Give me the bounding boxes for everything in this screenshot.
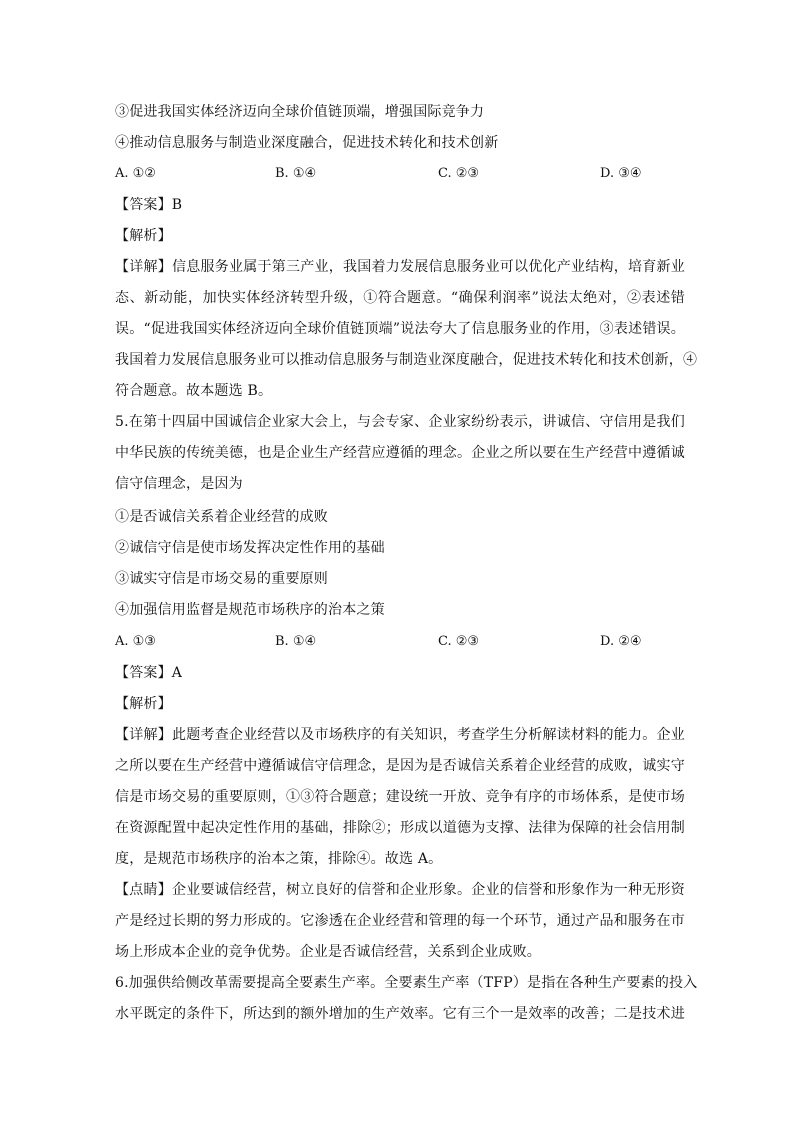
q4-analysis-label: 【解析】 [115, 228, 172, 244]
q5-option-b: B. ①④ [275, 634, 317, 649]
q5-option-a: A. ①③ [115, 634, 156, 649]
q4-detail-line: 态、新动能，加快实体经济转型升级，①符合题意。“确保利润率”说法太绝对，②表述错 [115, 290, 685, 306]
q4-detail-line: 符合题意。故本题选 B。 [115, 383, 273, 399]
q5-stem-line: 信守信理念，是因为 [115, 476, 243, 492]
q5-option-d: D. ②④ [600, 634, 642, 649]
q4-item-4: ④推动信息服务与制造业深度融合，促进技术转化和技术创新 [115, 135, 499, 151]
q5-item-3: ③诚实守信是市场交易的重要原则 [115, 571, 328, 587]
q4-option-b: B. ①④ [275, 166, 317, 181]
q5-tip-line: 产是经过长期的努力形成的。它渗透在企业经营和管理的每一个环节，通过产品和服务在市 [115, 913, 685, 929]
q5-tip-line: 场上形成本企业的竞争优势。企业是否诚信经营，关系到企业成败。 [115, 944, 541, 960]
q5-item-1: ①是否诚信关系着企业经营的成败 [115, 509, 328, 525]
q5-detail-line: 之所以要在生产经营中遵循诚信守信理念，是因为是否诚信关系着企业经营的成败，诚实守 [115, 758, 685, 774]
q5-detail-line: 在资源配置中起决定性作用的基础，排除②；形成以道德为支撑、法律为保障的社会信用制 [115, 820, 685, 836]
q5-detail-line: 信是市场交易的重要原则，①③符合题意；建设统一开放、竞争有序的市场体系，是使市场 [115, 789, 685, 805]
q4-option-a: A. ①② [115, 166, 156, 181]
q5-item-4: ④加强信用监督是规范市场秩序的治本之策 [115, 602, 385, 618]
q6-stem-line: 水平既定的条件下，所达到的额外增加的生产效率。它有三个一是效率的改善；二是技术进 [115, 1006, 685, 1022]
q4-detail-line: 误。“促进我国实体经济迈向全球价值链顶端”说法夸大了信息服务业的作用，③表述错误。 [115, 321, 685, 337]
q4-detail-line: 我国着力发展信息服务业可以推动信息服务与制造业深度融合，促进技术转化和技术创新，④ [115, 352, 698, 368]
q6-stem-line: 6.加强供给侧改革需要提高全要素生产率。全要素生产率（TFP）是指在各种生产要素的投入 [115, 975, 698, 991]
q4-option-c: C. ②③ [438, 166, 480, 181]
q4-item-3: ③促进我国实体经济迈向全球价值链顶端，增强国际竞争力 [115, 104, 485, 120]
q5-answer: 【答案】A [115, 665, 183, 681]
q5-detail-line: 度，是规范市场秩序的治本之策，排除④。故选 A。 [115, 851, 443, 867]
q5-option-c: C. ②③ [438, 634, 480, 649]
q4-option-d: D. ③④ [600, 166, 642, 181]
q5-item-2: ②诚信守信是使市场发挥决定性作用的基础 [115, 540, 385, 556]
q5-stem-line: 中华民族的传统美德，也是企业生产经营应遵循的理念。企业之所以要在生产经营中遵循诚 [115, 445, 685, 461]
q5-tip-line: 【点睛】企业要诚信经营，树立良好的信誉和企业形象。企业的信誉和形象作为一种无形资 [115, 882, 685, 898]
q5-stem-line: 5.在第十四届中国诚信企业家大会上，与会专家、企业家纷纷表示，讲诚信、守信用是我们 [115, 414, 685, 430]
q5-detail-line: 【详解】此题考查企业经营以及市场秩序的有关知识，考查学生分析解读材料的能力。企业 [115, 727, 685, 743]
q4-answer: 【答案】B [115, 197, 183, 213]
q5-analysis-label: 【解析】 [115, 696, 172, 712]
q4-detail-line: 【详解】信息服务业属于第三产业，我国着力发展信息服务业可以优化产业结构，培育新业 [115, 259, 685, 275]
